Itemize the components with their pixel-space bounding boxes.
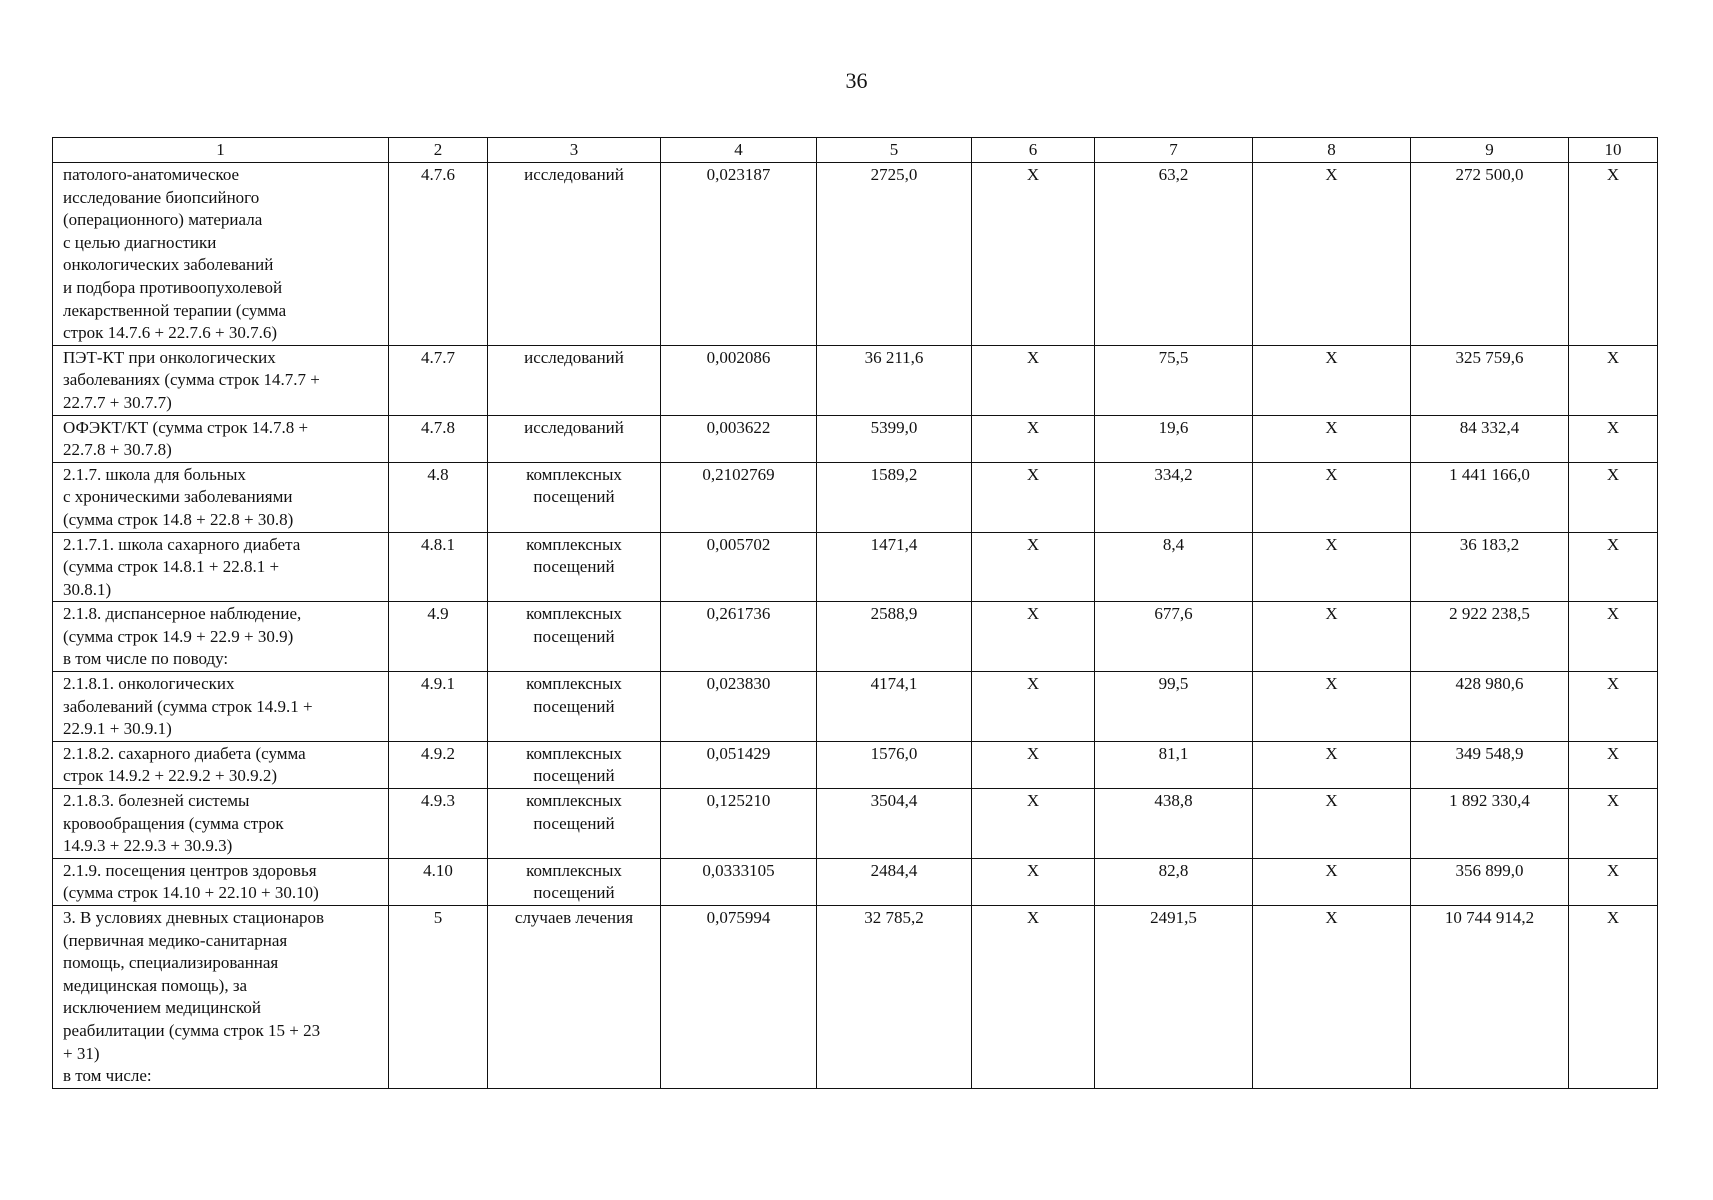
row-value-cell: X xyxy=(972,858,1095,905)
row-value-cell: 349 548,9 xyxy=(1411,741,1569,788)
row-value-cell: X xyxy=(972,532,1095,602)
row-value-cell: 81,1 xyxy=(1095,741,1253,788)
row-code-cell: 4.10 xyxy=(389,858,488,905)
header-cell: 1 xyxy=(53,138,389,163)
row-value-cell: X xyxy=(1253,741,1411,788)
row-value-cell: 2484,4 xyxy=(817,858,972,905)
row-value-cell: 1589,2 xyxy=(817,462,972,532)
table-row xyxy=(53,741,1658,788)
row-value-cell: X xyxy=(1569,602,1658,672)
row-value-cell: X xyxy=(1569,415,1658,462)
row-value-cell: X xyxy=(1253,345,1411,415)
row-unit-cell: комплексных посещений xyxy=(488,462,661,532)
table-row xyxy=(53,345,1658,415)
row-unit-cell: комплексных посещений xyxy=(488,532,661,602)
row-value-cell: 0,2102769 xyxy=(661,462,817,532)
row-name-cell: ПЭТ-КТ при онкологических заболеваниях (сумма строк 14.7.7 + 22.7.7 + 30.7.7) xyxy=(53,345,389,415)
row-value-cell: 1471,4 xyxy=(817,532,972,602)
row-name-cell: 3. В условиях дневных стационаров (первичная медико-санитарная помощь, специализированная медицинская помощь), за исключением медицинской реабилитации (сумма строк 15 + 23 + 31) в том числе: xyxy=(53,906,389,1089)
row-value-cell: X xyxy=(1569,741,1658,788)
row-value-cell: 2588,9 xyxy=(817,602,972,672)
row-unit-cell: случаев лечения xyxy=(488,906,661,1089)
row-value-cell: 0,023187 xyxy=(661,163,817,346)
row-value-cell: 438,8 xyxy=(1095,789,1253,859)
header-cell: 2 xyxy=(389,138,488,163)
row-value-cell: X xyxy=(1569,789,1658,859)
row-code-cell: 4.9 xyxy=(389,602,488,672)
row-unit-cell: комплексных посещений xyxy=(488,602,661,672)
row-name-cell: 2.1.8.3. болезней системы кровообращения (сумма строк 14.9.3 + 22.9.3 + 30.9.3) xyxy=(53,789,389,859)
row-value-cell: X xyxy=(1253,906,1411,1089)
row-value-cell: 0,005702 xyxy=(661,532,817,602)
row-value-cell: X xyxy=(1253,672,1411,742)
row-code-cell: 4.9.2 xyxy=(389,741,488,788)
header-cell: 9 xyxy=(1411,138,1569,163)
row-value-cell: 84 332,4 xyxy=(1411,415,1569,462)
row-name-cell: 2.1.8. диспансерное наблюдение, (сумма строк 14.9 + 22.9 + 30.9) в том числе по поводу: xyxy=(53,602,389,672)
row-value-cell: 325 759,6 xyxy=(1411,345,1569,415)
row-value-cell: X xyxy=(1253,789,1411,859)
row-code-cell: 4.7.7 xyxy=(389,345,488,415)
row-value-cell: 8,4 xyxy=(1095,532,1253,602)
row-value-cell: X xyxy=(1253,858,1411,905)
row-unit-cell: комплексных посещений xyxy=(488,858,661,905)
row-value-cell: 677,6 xyxy=(1095,602,1253,672)
row-value-cell: X xyxy=(1253,163,1411,346)
row-value-cell: X xyxy=(972,672,1095,742)
row-value-cell: 0,023830 xyxy=(661,672,817,742)
row-value-cell: X xyxy=(972,345,1095,415)
row-name-cell: ОФЭКТ/КТ (сумма строк 14.7.8 + 22.7.8 + 30.7.8) xyxy=(53,415,389,462)
row-value-cell: 2491,5 xyxy=(1095,906,1253,1089)
row-name-cell: 2.1.8.1. онкологических заболеваний (сумма строк 14.9.1 + 22.9.1 + 30.9.1) xyxy=(53,672,389,742)
row-value-cell: 334,2 xyxy=(1095,462,1253,532)
row-unit-cell: комплексных посещений xyxy=(488,672,661,742)
table-row xyxy=(53,532,1658,602)
row-value-cell: 1576,0 xyxy=(817,741,972,788)
row-value-cell: X xyxy=(1569,672,1658,742)
header-cell: 8 xyxy=(1253,138,1411,163)
header-cell: 5 xyxy=(817,138,972,163)
row-value-cell: X xyxy=(1253,532,1411,602)
row-value-cell: 0,002086 xyxy=(661,345,817,415)
row-value-cell: X xyxy=(972,741,1095,788)
row-value-cell: X xyxy=(1253,415,1411,462)
row-value-cell: 2725,0 xyxy=(817,163,972,346)
row-value-cell: 82,8 xyxy=(1095,858,1253,905)
row-value-cell: X xyxy=(972,602,1095,672)
row-value-cell: X xyxy=(972,163,1095,346)
table-row xyxy=(53,789,1658,859)
table-row xyxy=(53,858,1658,905)
row-value-cell: 0,125210 xyxy=(661,789,817,859)
row-value-cell: X xyxy=(972,462,1095,532)
row-value-cell: 0,003622 xyxy=(661,415,817,462)
row-name-cell: 2.1.7. школа для больных с хроническими заболеваниями (сумма строк 14.8 + 22.8 + 30.8) xyxy=(53,462,389,532)
header-cell: 10 xyxy=(1569,138,1658,163)
row-name-cell: патолого-анатомическое исследование биопсийного (операционного) материала с целью диагностики онкологических заболеваний и подбора противоопухолевой лекарственной терапии (сумма строк 14.7.6 + 22.7.6 + 30.7.6) xyxy=(53,163,389,346)
row-value-cell: 5399,0 xyxy=(817,415,972,462)
row-code-cell: 4.9.3 xyxy=(389,789,488,859)
row-name-cell: 2.1.9. посещения центров здоровья (сумма строк 14.10 + 22.10 + 30.10) xyxy=(53,858,389,905)
header-cell: 7 xyxy=(1095,138,1253,163)
row-unit-cell: исследований xyxy=(488,415,661,462)
row-value-cell: 0,261736 xyxy=(661,602,817,672)
row-value-cell: X xyxy=(1569,906,1658,1089)
row-code-cell: 4.8 xyxy=(389,462,488,532)
row-value-cell: 63,2 xyxy=(1095,163,1253,346)
row-value-cell: 0,0333105 xyxy=(661,858,817,905)
row-name-cell: 2.1.8.2. сахарного диабета (сумма строк 14.9.2 + 22.9.2 + 30.9.2) xyxy=(53,741,389,788)
page-number: 36 xyxy=(845,68,868,93)
row-value-cell: X xyxy=(1569,163,1658,346)
table-row xyxy=(53,462,1658,532)
row-code-cell: 4.7.8 xyxy=(389,415,488,462)
row-value-cell: X xyxy=(1253,462,1411,532)
row-code-cell: 4.9.1 xyxy=(389,672,488,742)
row-name-cell: 2.1.7.1. школа сахарного диабета (сумма строк 14.8.1 + 22.8.1 + 30.8.1) xyxy=(53,532,389,602)
row-value-cell: 1 441 166,0 xyxy=(1411,462,1569,532)
row-value-cell: X xyxy=(1569,532,1658,602)
row-value-cell: 0,075994 xyxy=(661,906,817,1089)
table-row xyxy=(53,906,1658,1089)
row-value-cell: X xyxy=(1253,602,1411,672)
table-row xyxy=(53,602,1658,672)
row-value-cell: 19,6 xyxy=(1095,415,1253,462)
row-value-cell: 4174,1 xyxy=(817,672,972,742)
row-value-cell: X xyxy=(972,415,1095,462)
row-value-cell: 3504,4 xyxy=(817,789,972,859)
row-value-cell: 10 744 914,2 xyxy=(1411,906,1569,1089)
row-unit-cell: исследований xyxy=(488,345,661,415)
row-value-cell: X xyxy=(1569,462,1658,532)
row-unit-cell: комплексных посещений xyxy=(488,741,661,788)
header-row xyxy=(53,138,1658,163)
table-row xyxy=(53,163,1658,346)
header-cell: 6 xyxy=(972,138,1095,163)
row-value-cell: 1 892 330,4 xyxy=(1411,789,1569,859)
row-value-cell: 428 980,6 xyxy=(1411,672,1569,742)
row-value-cell: 99,5 xyxy=(1095,672,1253,742)
row-value-cell: 32 785,2 xyxy=(817,906,972,1089)
row-value-cell: X xyxy=(972,789,1095,859)
row-value-cell: 75,5 xyxy=(1095,345,1253,415)
row-unit-cell: исследований xyxy=(488,163,661,346)
row-unit-cell: комплексных посещений xyxy=(488,789,661,859)
row-code-cell: 5 xyxy=(389,906,488,1089)
row-code-cell: 4.7.6 xyxy=(389,163,488,346)
row-value-cell: X xyxy=(1569,345,1658,415)
row-value-cell: X xyxy=(972,906,1095,1089)
data-table xyxy=(52,137,1658,1089)
row-value-cell: 356 899,0 xyxy=(1411,858,1569,905)
row-value-cell: X xyxy=(1569,858,1658,905)
row-value-cell: 36 183,2 xyxy=(1411,532,1569,602)
table-row xyxy=(53,415,1658,462)
header-cell: 3 xyxy=(488,138,661,163)
table-row xyxy=(53,672,1658,742)
row-code-cell: 4.8.1 xyxy=(389,532,488,602)
row-value-cell: 0,051429 xyxy=(661,741,817,788)
row-value-cell: 272 500,0 xyxy=(1411,163,1569,346)
header-cell: 4 xyxy=(661,138,817,163)
row-value-cell: 2 922 238,5 xyxy=(1411,602,1569,672)
row-value-cell: 36 211,6 xyxy=(817,345,972,415)
